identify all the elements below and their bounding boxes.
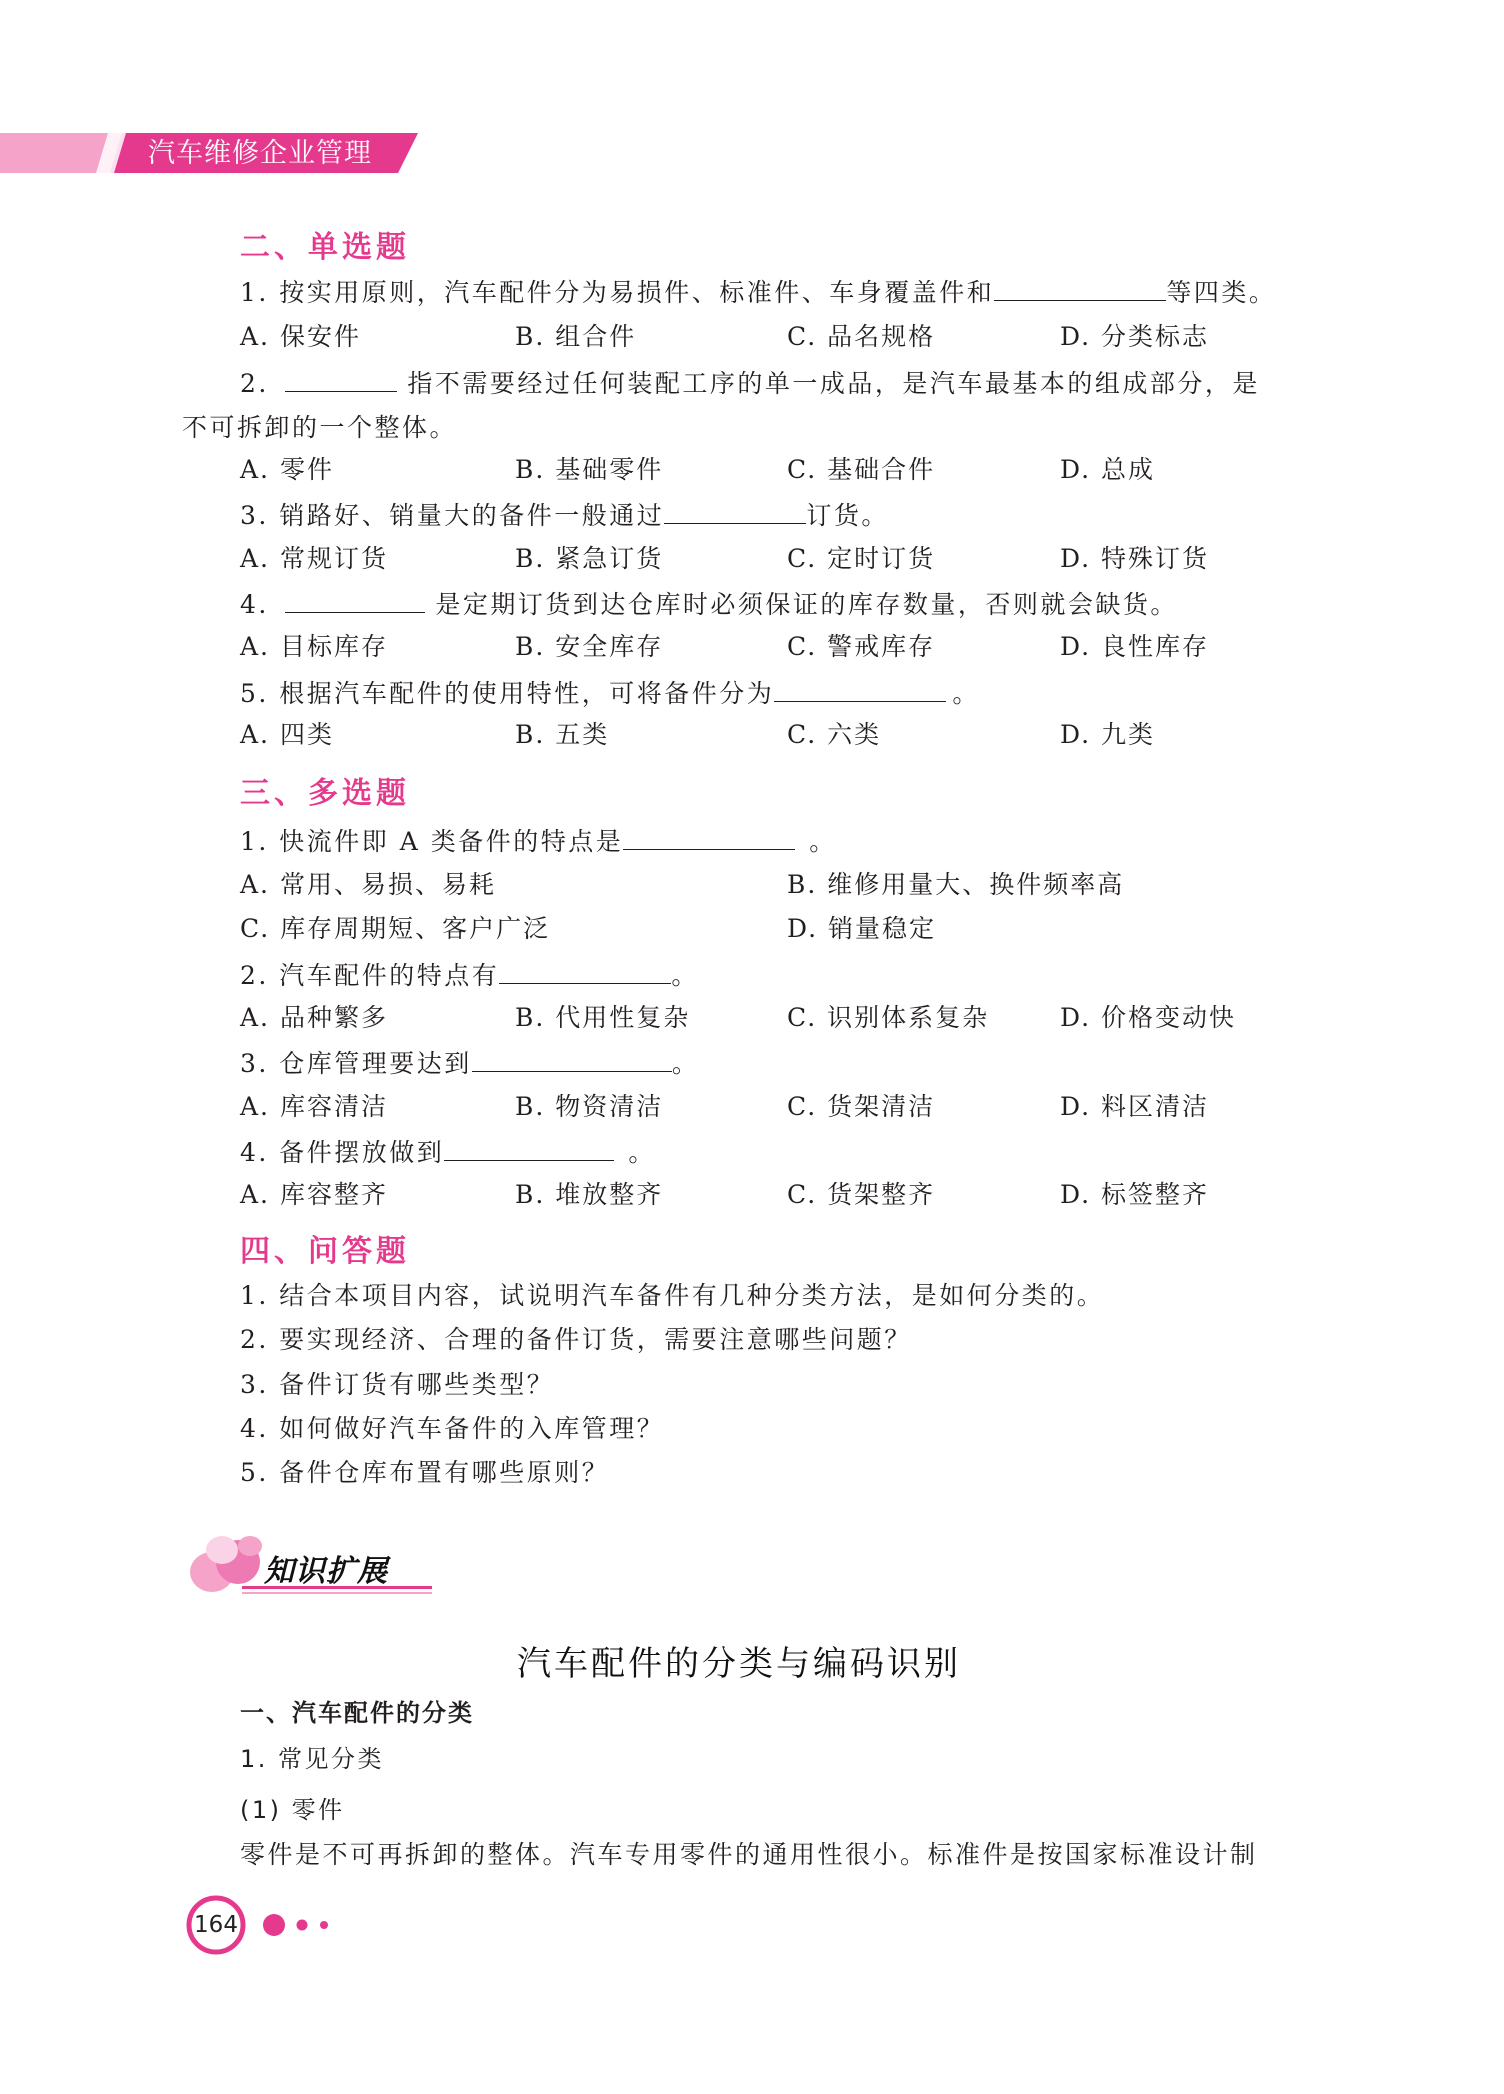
option-a: A. 保安件 <box>240 322 361 351</box>
option-b: B. 基础零件 <box>515 455 664 484</box>
answer-blank <box>285 365 397 392</box>
question-text: 3. 销路好、销量大的备件一般通过 <box>240 501 665 530</box>
question-text: 是定期订货到达仓库时必须保证的库存数量，否则就会缺货。 <box>435 590 1178 619</box>
option-c: C. 货架整齐 <box>787 1180 936 1209</box>
question-text-end: 。 <box>628 1138 656 1167</box>
option-b: B. 堆放整齐 <box>515 1180 664 1209</box>
option-c: C. 定时订货 <box>787 544 936 573</box>
option-a: A. 目标库存 <box>240 632 388 661</box>
single-q2-continued: 不可拆卸的一个整体。 <box>182 413 458 442</box>
question-text-end: 订货。 <box>806 501 889 530</box>
question-text: 指不需要经过任何装配工序的单一成品，是汽车最基本的组成部分，是 <box>407 369 1260 398</box>
header-title: 汽车维修企业管理 <box>148 138 372 169</box>
question-text-end: 。 <box>952 679 980 708</box>
option-c: C. 警戒库存 <box>787 632 936 661</box>
single-q5 <box>240 675 980 711</box>
single-q3 <box>240 497 889 533</box>
answer-blank <box>499 957 671 984</box>
option-d: D. 分类标志 <box>1060 322 1210 351</box>
single-q4 <box>240 586 1178 622</box>
question-text: 1. 按实用原则，汽车配件分为易损件、标准件、车身覆盖件和 <box>240 278 995 307</box>
option-d: D. 九类 <box>1060 720 1156 749</box>
qa-item: 4. 如何做好汽车备件的入库管理？ <box>240 1414 665 1443</box>
multi-q1 <box>240 823 837 859</box>
option-d: D. 特殊订货 <box>1060 544 1210 573</box>
question-text: 3. 仓库管理要达到 <box>240 1049 472 1078</box>
option-a: A. 常用、易损、易耗 <box>240 870 496 899</box>
question-text: 2. 汽车配件的特点有 <box>240 961 500 990</box>
answer-blank <box>774 675 946 702</box>
question-text-end: 等四类。 <box>1166 278 1277 307</box>
knowledge-extension-label: 知识扩展 <box>264 1554 388 1589</box>
option-b: B. 五类 <box>515 720 610 749</box>
option-b: B. 组合件 <box>515 322 637 351</box>
option-c: C. 六类 <box>787 720 882 749</box>
option-b: B. 紧急订货 <box>515 544 664 573</box>
question-text: 5. 根据汽车配件的使用特性，可将备件分为 <box>240 679 775 708</box>
extension-subheading: 一、汽车配件的分类 <box>240 1699 474 1727</box>
option-d: D. 总成 <box>1060 455 1156 484</box>
option-c: C. 识别体系复杂 <box>787 1003 990 1032</box>
answer-blank <box>664 497 806 524</box>
qa-item: 3. 备件订货有哪些类型？ <box>240 1370 555 1399</box>
option-c: C. 库存周期短、客户广泛 <box>240 914 551 943</box>
option-d: D. 料区清洁 <box>1060 1092 1210 1121</box>
qa-item: 1. 结合本项目内容，试说明汽车备件有几种分类方法，是如何分类的。 <box>240 1281 1105 1310</box>
extension-item-heading: (1) 零件 <box>240 1796 345 1824</box>
option-a: A. 库容整齐 <box>240 1180 388 1209</box>
option-d: D. 销量稳定 <box>787 914 937 943</box>
multi-q2 <box>240 957 699 993</box>
answer-blank <box>444 1134 614 1161</box>
option-a: A. 库容清洁 <box>240 1092 388 1121</box>
option-b: B. 安全库存 <box>515 632 664 661</box>
option-d: D. 标签整齐 <box>1060 1180 1210 1209</box>
option-c: C. 货架清洁 <box>787 1092 936 1121</box>
question-text-end: 。 <box>671 961 699 990</box>
section-heading-multi: 三、多选题 <box>240 776 410 811</box>
question-number: 2. <box>240 369 269 398</box>
page-number: 164 <box>194 1912 238 1938</box>
option-a: A. 四类 <box>240 720 334 749</box>
option-b: B. 维修用量大、换件频率高 <box>787 870 1125 899</box>
qa-item: 5. 备件仓库布置有哪些原则？ <box>240 1458 610 1487</box>
option-a: A. 常规订货 <box>240 544 388 573</box>
question-text: 1. 快流件即 A 类备件的特点是 <box>240 827 624 856</box>
question-text: 4. 备件摆放做到 <box>240 1138 445 1167</box>
answer-blank <box>472 1045 672 1072</box>
qa-item: 2. 要实现经济、合理的备件订货，需要注意哪些问题？ <box>240 1325 912 1354</box>
extension-title: 汽车配件的分类与编码识别 <box>517 1644 961 1684</box>
extension-paragraph: 零件是不可再拆卸的整体。汽车专用零件的通用性很小。标准件是按国家标准设计制 <box>240 1840 1258 1869</box>
answer-blank <box>994 274 1166 301</box>
question-text-end: 。 <box>809 827 837 856</box>
option-c: C. 品名规格 <box>787 322 936 351</box>
multi-q3 <box>240 1045 699 1081</box>
option-a: A. 品种繁多 <box>240 1003 388 1032</box>
option-a: A. 零件 <box>240 455 334 484</box>
question-number: 4. <box>240 590 269 619</box>
option-d: D. 价格变动快 <box>1060 1003 1237 1032</box>
section-heading-single: 二、单选题 <box>240 230 410 265</box>
answer-blank <box>623 823 795 850</box>
question-text-end: 。 <box>671 1049 700 1078</box>
answer-blank <box>285 586 425 613</box>
single-q1 <box>240 274 1276 310</box>
option-b: B. 物资清洁 <box>515 1092 664 1121</box>
option-d: D. 良性库存 <box>1060 632 1210 661</box>
option-c: C. 基础合件 <box>787 455 936 484</box>
extension-subsection: 1. 常见分类 <box>240 1745 385 1773</box>
multi-q4 <box>240 1134 656 1170</box>
single-q2 <box>240 365 1260 401</box>
option-b: B. 代用性复杂 <box>515 1003 691 1032</box>
section-heading-qa: 四、问答题 <box>240 1234 410 1269</box>
